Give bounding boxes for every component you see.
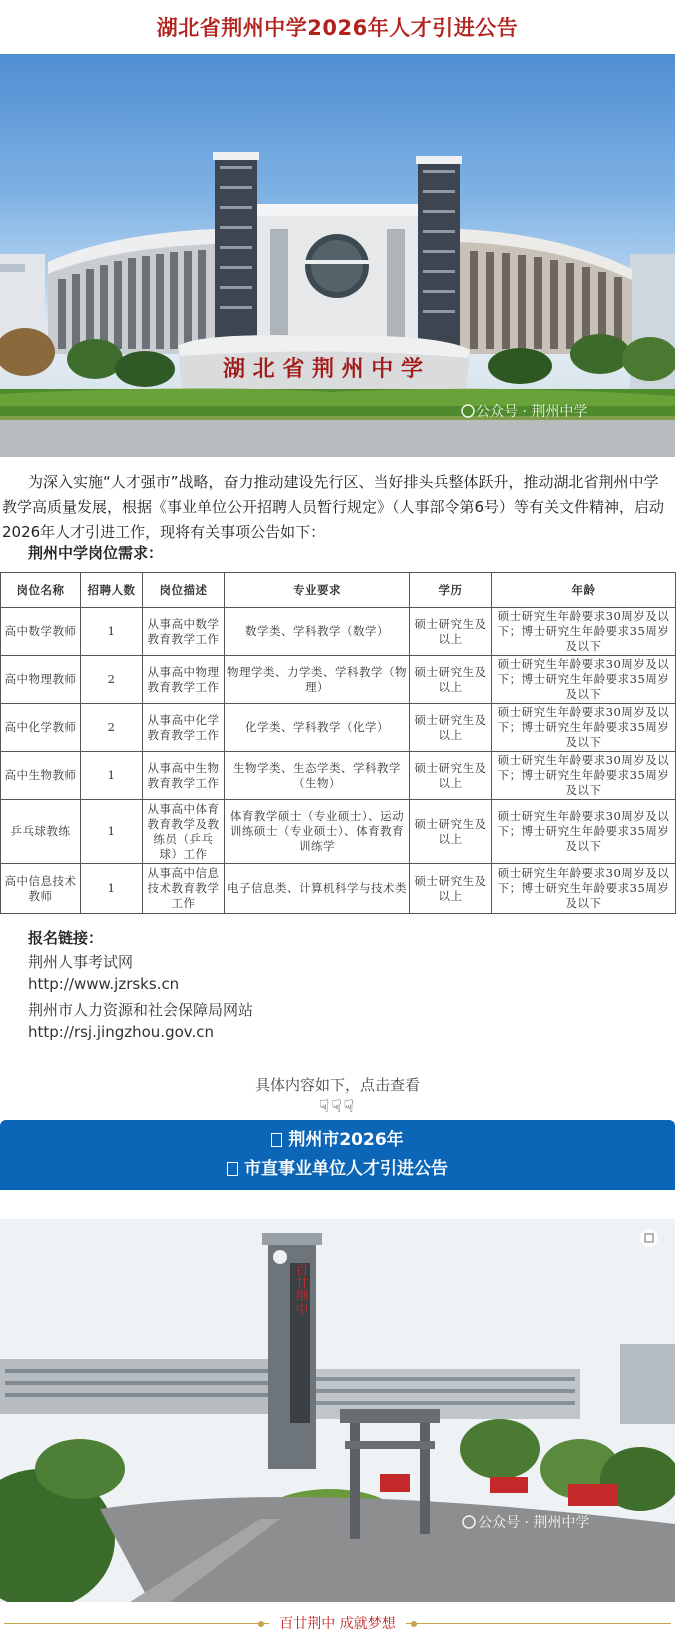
link-hr-bureau-name: 荆州市人力资源和社会保障局网站 bbox=[28, 1001, 254, 1019]
cell-age: 硕士研究生年龄要求30周岁及以下；博士研究生年龄要求35周岁及以下 bbox=[492, 752, 676, 800]
cell-degree: 硕士研究生及以上 bbox=[410, 800, 492, 864]
campus-aerial-image bbox=[0, 1219, 675, 1602]
campus-hero-image bbox=[0, 54, 675, 457]
cell-position: 高中信息技术教师 bbox=[1, 864, 81, 914]
cell-age: 硕士研究生年龄要求30周岁及以下；博士研究生年龄要求35周岁及以下 bbox=[492, 864, 676, 914]
cell-count: 2 bbox=[81, 704, 143, 752]
click-to-view-text: 具体内容如下，点击查看 bbox=[254, 1076, 420, 1094]
cell-description: 从事高中体育教育教学及教练员（乒乓球）工作 bbox=[143, 800, 225, 864]
table-row bbox=[1, 800, 676, 864]
cell-degree: 硕士研究生及以上 bbox=[410, 864, 492, 914]
cell-major: 生物学类、生态学类、学科教学（生物） bbox=[225, 752, 410, 800]
column-header: 岗位描述 bbox=[143, 573, 225, 608]
footer-slogan: 百廿荆中 成就梦想 bbox=[269, 1616, 405, 1632]
document-icon bbox=[227, 1162, 238, 1176]
column-header: 年龄 bbox=[492, 573, 676, 608]
cell-position: 高中物理教师 bbox=[1, 656, 81, 704]
registration-links-heading: 报名链接： bbox=[28, 929, 104, 947]
cell-description: 从事高中数学教育教学工作 bbox=[143, 608, 225, 656]
column-header: 招聘人数 bbox=[81, 573, 143, 608]
cell-major: 数学类、学科教学（数学） bbox=[225, 608, 410, 656]
cell-count: 1 bbox=[81, 608, 143, 656]
table-header-row bbox=[1, 573, 676, 608]
cell-major: 化学类、学科教学（化学） bbox=[225, 704, 410, 752]
cell-count: 2 bbox=[81, 656, 143, 704]
footer-divider bbox=[0, 1606, 675, 1641]
stone-inscription: 湖 北 省 荆 州 中 学 bbox=[223, 356, 423, 382]
cell-description: 从事高中信息技术教育教学工作 bbox=[143, 864, 225, 914]
column-header: 学历 bbox=[410, 573, 492, 608]
cell-age: 硕士研究生年龄要求30周岁及以下；博士研究生年龄要求35周岁及以下 bbox=[492, 608, 676, 656]
cell-major: 体育教学硕士（专业硕士）、运动训练硕士（专业硕士）、体育教育训练学 bbox=[225, 800, 410, 864]
campus-aerial-illustration bbox=[0, 1219, 675, 1602]
photo2-watermark: 公众号 · 荆州中学 bbox=[478, 1515, 590, 1531]
cell-count: 1 bbox=[81, 752, 143, 800]
pointing-down-icon: ☟☟☟ bbox=[318, 1097, 357, 1117]
cell-description: 从事高中生物教育教学工作 bbox=[143, 752, 225, 800]
footer-dot-icon bbox=[411, 1621, 417, 1627]
page-title: 湖北省荆州中学2026年人才引进公告 bbox=[156, 16, 519, 40]
cell-degree: 硕士研究生及以上 bbox=[410, 704, 492, 752]
cell-degree: 硕士研究生及以上 bbox=[410, 608, 492, 656]
cell-position: 高中化学教师 bbox=[1, 704, 81, 752]
table-row bbox=[1, 752, 676, 800]
hero-watermark: 公众号 · 荆州中学 bbox=[476, 404, 588, 420]
cell-count: 1 bbox=[81, 864, 143, 914]
cell-description: 从事高中物理教育教学工作 bbox=[143, 656, 225, 704]
cell-position: 乒乓球教练 bbox=[1, 800, 81, 864]
image-expand-icon[interactable] bbox=[640, 1229, 658, 1247]
column-header: 专业要求 bbox=[225, 573, 410, 608]
cell-major: 物理学类、力学类、学科教学（物理） bbox=[225, 656, 410, 704]
document-icon bbox=[271, 1133, 282, 1147]
cell-degree: 硕士研究生及以上 bbox=[410, 752, 492, 800]
intro-paragraph: 为深入实施“人才强市”战略，奋力推动建设先行区、当好排头兵整体跃升，推动湖北省荆州中学教学高质量发展，根据《事业单位公开招聘人员暂行规定》（人事部令第6号）等有关文件精神，启动2026年人才引进工作，现将有关事项公告如下： bbox=[2, 473, 665, 541]
campus-building-illustration bbox=[0, 54, 675, 457]
cell-age: 硕士研究生年龄要求30周岁及以下；博士研究生年龄要求35周岁及以下 bbox=[492, 704, 676, 752]
cell-count: 1 bbox=[81, 800, 143, 864]
column-header: 岗位名称 bbox=[1, 573, 81, 608]
cell-position: 高中数学教师 bbox=[1, 608, 81, 656]
banner-line-2: 市直事业单位人才引进公告 bbox=[0, 1155, 675, 1184]
requirements-heading: 荆州中学岗位需求： bbox=[28, 544, 164, 562]
tower-inscription: 百廿荆中 bbox=[292, 1263, 308, 1315]
cell-description: 从事高中化学教育教学工作 bbox=[143, 704, 225, 752]
table-row bbox=[1, 656, 676, 704]
city-talent-announcement-banner[interactable] bbox=[0, 1120, 675, 1190]
cell-age: 硕士研究生年龄要求30周岁及以下；博士研究生年龄要求35周岁及以下 bbox=[492, 656, 676, 704]
link-exam-site-url[interactable]: http://www.jzrsks.cn bbox=[28, 975, 180, 993]
banner-line-1: 荆州市2026年 bbox=[0, 1126, 675, 1155]
table-row bbox=[1, 864, 676, 914]
footer-dot-icon bbox=[258, 1621, 264, 1627]
link-hr-bureau-url[interactable]: http://rsj.jingzhou.gov.cn bbox=[28, 1023, 214, 1041]
link-exam-site-name: 荆州人事考试网 bbox=[28, 953, 134, 971]
cell-position: 高中生物教师 bbox=[1, 752, 81, 800]
cell-major: 电子信息类、计算机科学与技术类 bbox=[225, 864, 410, 914]
cell-degree: 硕士研究生及以上 bbox=[410, 656, 492, 704]
job-requirements-table bbox=[0, 572, 676, 914]
cell-age: 硕士研究生年龄要求30周岁及以下；博士研究生年龄要求35周岁及以下 bbox=[492, 800, 676, 864]
table-row bbox=[1, 704, 676, 752]
table-row bbox=[1, 608, 676, 656]
